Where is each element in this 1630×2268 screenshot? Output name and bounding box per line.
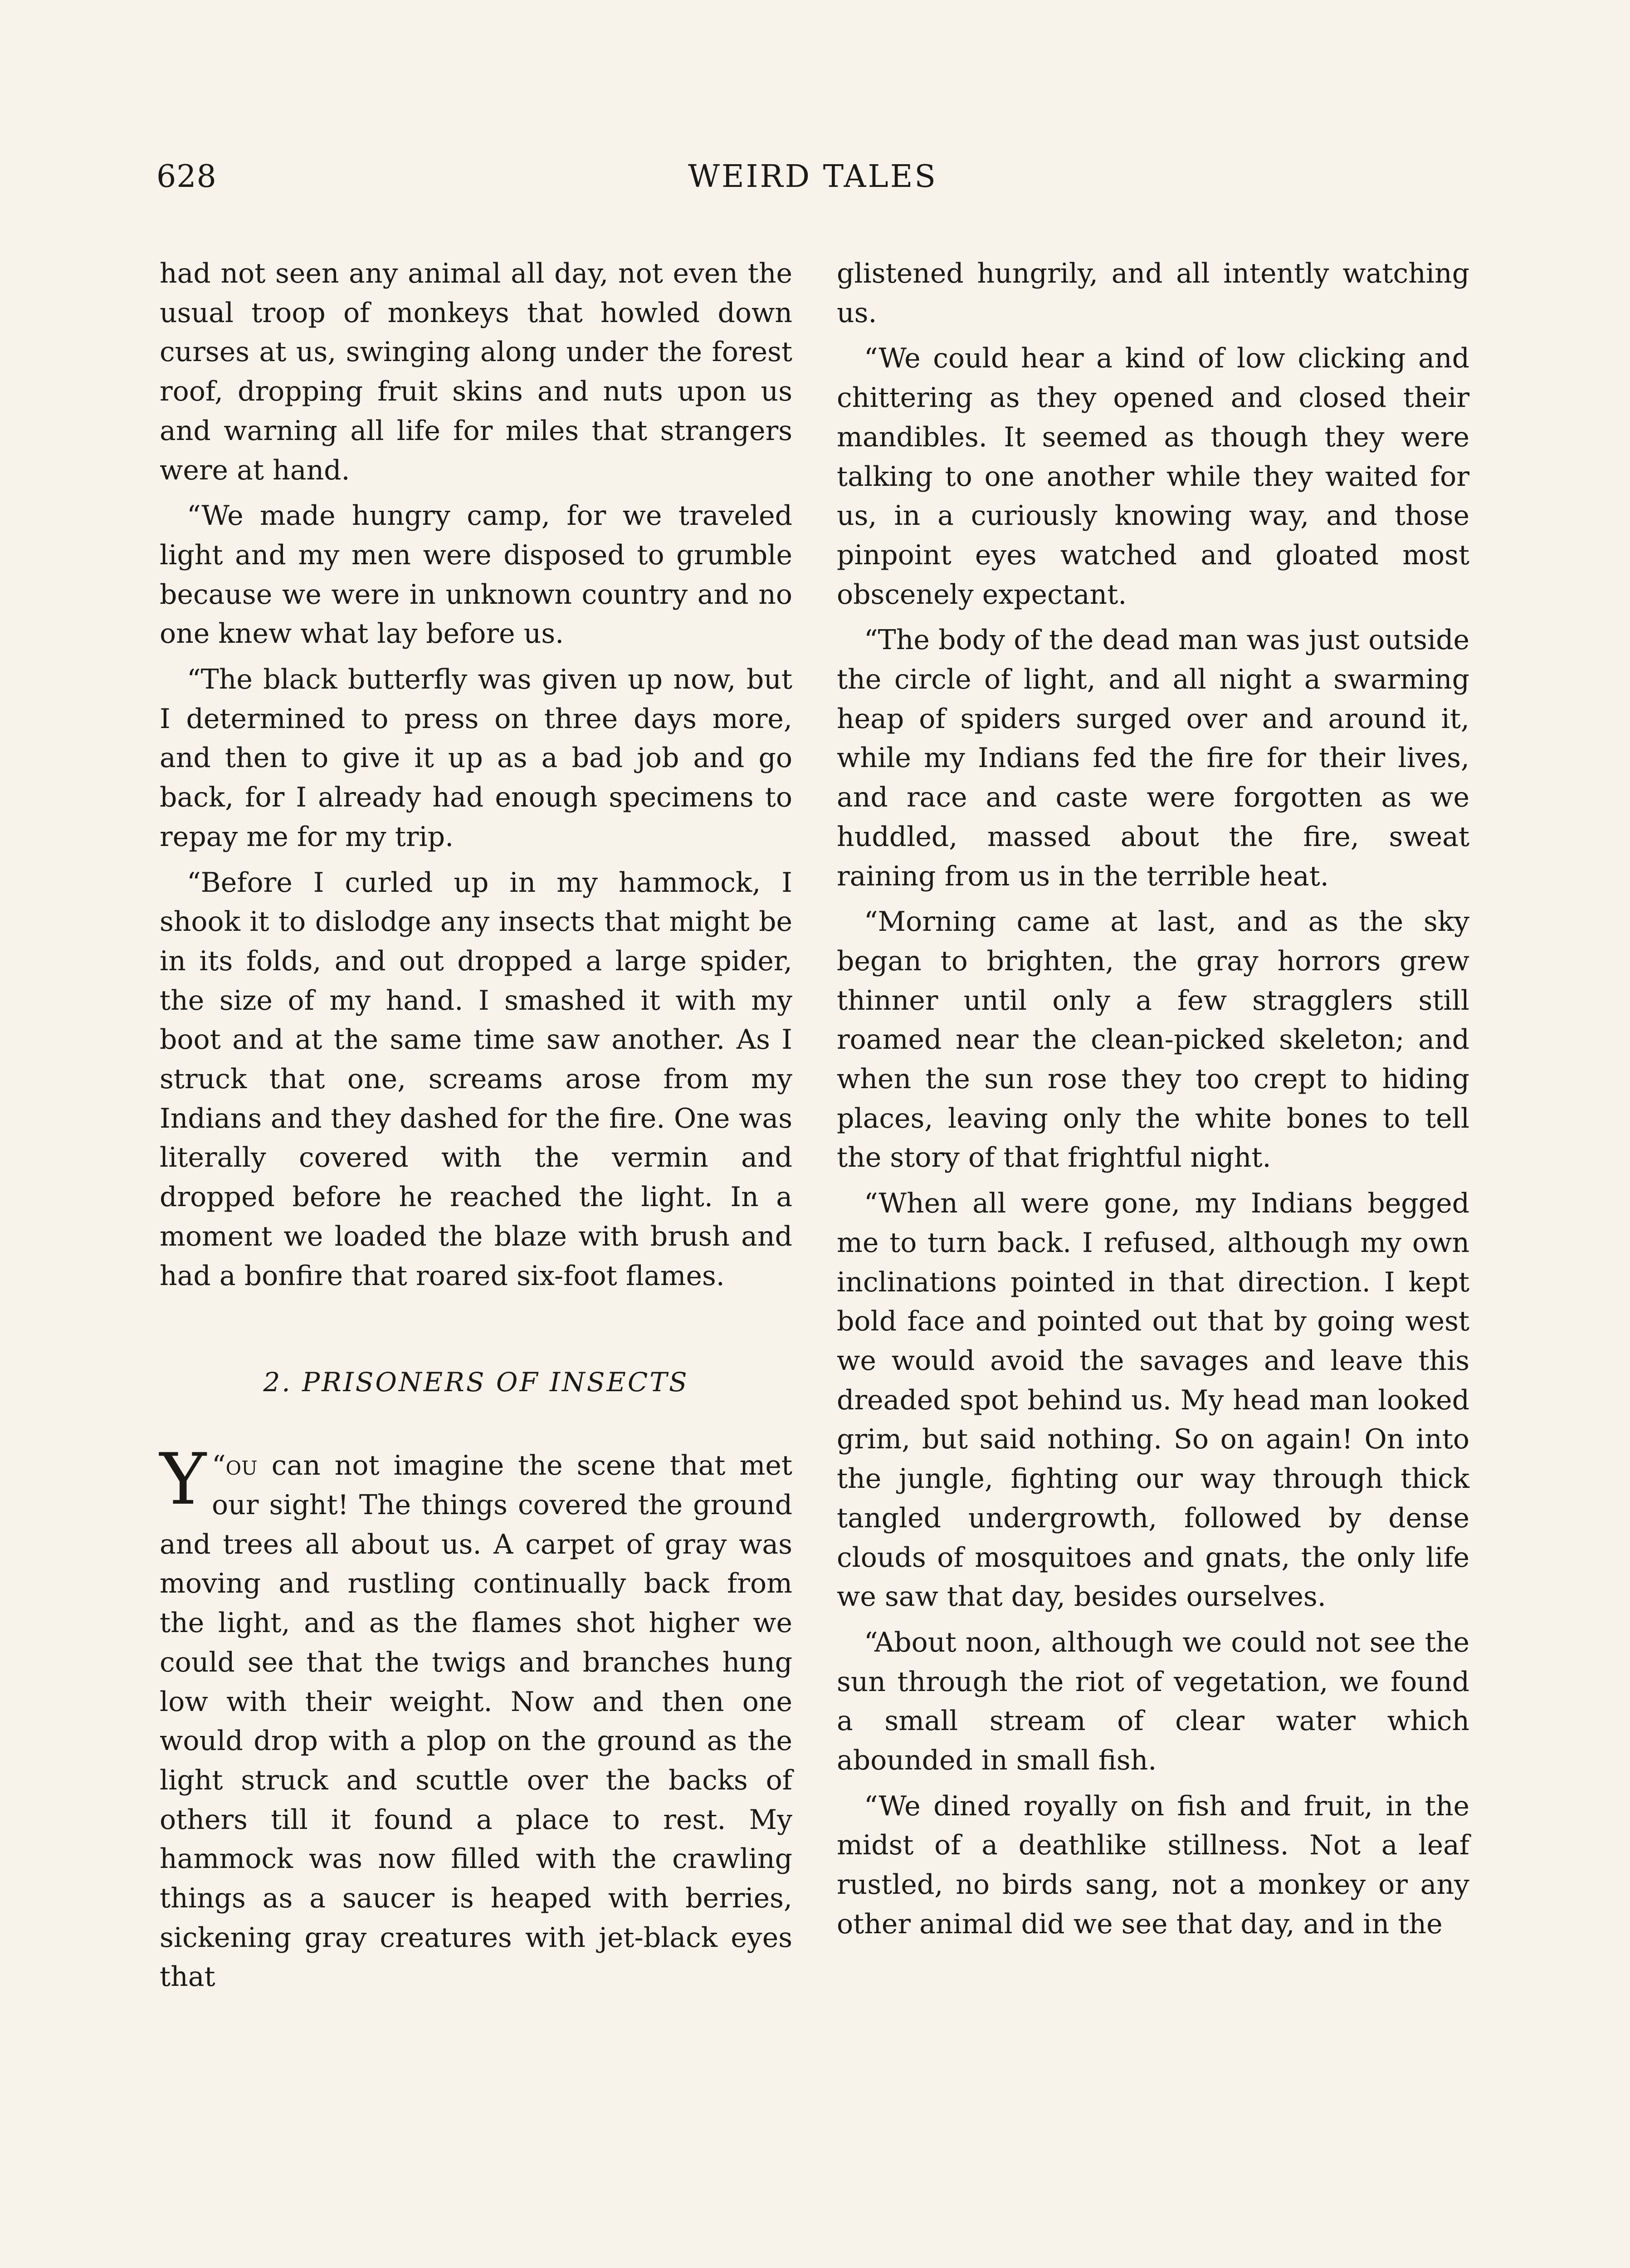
right-column bbox=[837, 254, 1469, 1944]
paragraph: “Before I curled up in my hammock, I shook it to dislodge any insects that might be in its folds, and out dropped a large spider, the size of my hand. I smashed it with my boot and at the same time saw another. As I struck that one, screams arose from my Indians and they dashed for the fire. One was literally covered with the vermin and dropped before he reached the light. In a moment we loaded the blaze with brush and had a bonfire that roared six-foot flames. bbox=[160, 866, 792, 1292]
paragraph: “We made hungry camp, for we traveled light and my men were disposed to grumble because we were in unknown country and no one knew what lay before us. bbox=[160, 500, 792, 650]
paragraph: “Morning came at last, and as the sky began to brighten, the gray horrors grew thinner until only a few stragglers still roamed near the clean-picked skeleton; and when the sun rose they too crept to hiding places, leaving only the white bones to tell the story of that frightful night. bbox=[837, 906, 1469, 1174]
drop-cap: Y bbox=[160, 1438, 206, 1521]
opening-quote: “ bbox=[211, 1450, 226, 1482]
section-heading: 2. PRISONERS OF INSECTS bbox=[263, 1367, 689, 1398]
left-column bbox=[160, 254, 792, 1997]
paragraph: “About noon, although we could not see the sun through the riot of vegetation, we found a small stream of clear water which abounded in small fish. bbox=[837, 1626, 1469, 1777]
paragraph: had not seen any animal all day, not even the usual troop of monkeys that howled down curses at us, swinging along under the forest roof, dropping fruit skins and nuts upon us and warning all life for miles that strangers were at hand. bbox=[160, 258, 792, 486]
paragraph: “We could hear a kind of low clicking and chittering as they opened and closed their mandibles. It seemed as though they were talking to one another while they waited for us, in a curiously knowing way, and those pinpoint eyes watched and gloated most obscenely expectant. bbox=[837, 342, 1469, 611]
paragraph: “We dined royally on fish and fruit, in the midst of a deathlike stillness. Not a leaf rustled, no birds sang, not a monkey or any other animal did we see that day, and in the bbox=[837, 1790, 1469, 1940]
paragraph: glistened hungrily, and all intently watching us. bbox=[837, 258, 1469, 329]
paragraph-with-drop-cap bbox=[160, 1438, 792, 1997]
paragraph: “When all were gone, my Indians begged me to turn back. I refused, although my own inclinations pointed in that direction. I kept bold face and pointed out that by going west we would avoid the savages and leave this dreaded spot behind us. My head man looked grim, but said nothing. So on again! On into the jungle, fighting our way through thick tangled undergrowth, followed by dense clouds of mosquitoes and gnats, the only life we saw that day, besides ourselves. bbox=[837, 1188, 1469, 1613]
paragraph: “The body of the dead man was just outside the circle of light, and all night a swarming heap of spiders surged over and around it, while my Indians fed the fire for their lives, and race and caste were forgotten as we huddled, massed about the fire, sweat raining from us in the terrible heat. bbox=[837, 624, 1469, 892]
page-header bbox=[156, 154, 1469, 209]
paragraph-text: can not imagine the scene that met our sight! The things covered the ground and trees all about us. A carpet of gray was moving and rustling continually back from the light, and as the flames shot higher we could see that the twigs and branches hung low with their weight. Now and then one would drop with a plop on the ground as the light struck and scuttle over the backs of others till it found a place to rest. My hammock was now filled with the crawling things as a saucer is heaped with berries, sickening gray creatures with jet-black eyes that bbox=[160, 1450, 792, 1993]
small-caps-lead: ou bbox=[225, 1450, 258, 1482]
paragraph: “The black butterfly was given up now, but I determined to press on three days more, and then to give it up as a bad job and go back, for I already had enough specimens to repay me for my trip. bbox=[160, 664, 792, 853]
running-title: WEIRD TALES bbox=[688, 159, 937, 195]
page-number: 628 bbox=[156, 159, 217, 195]
